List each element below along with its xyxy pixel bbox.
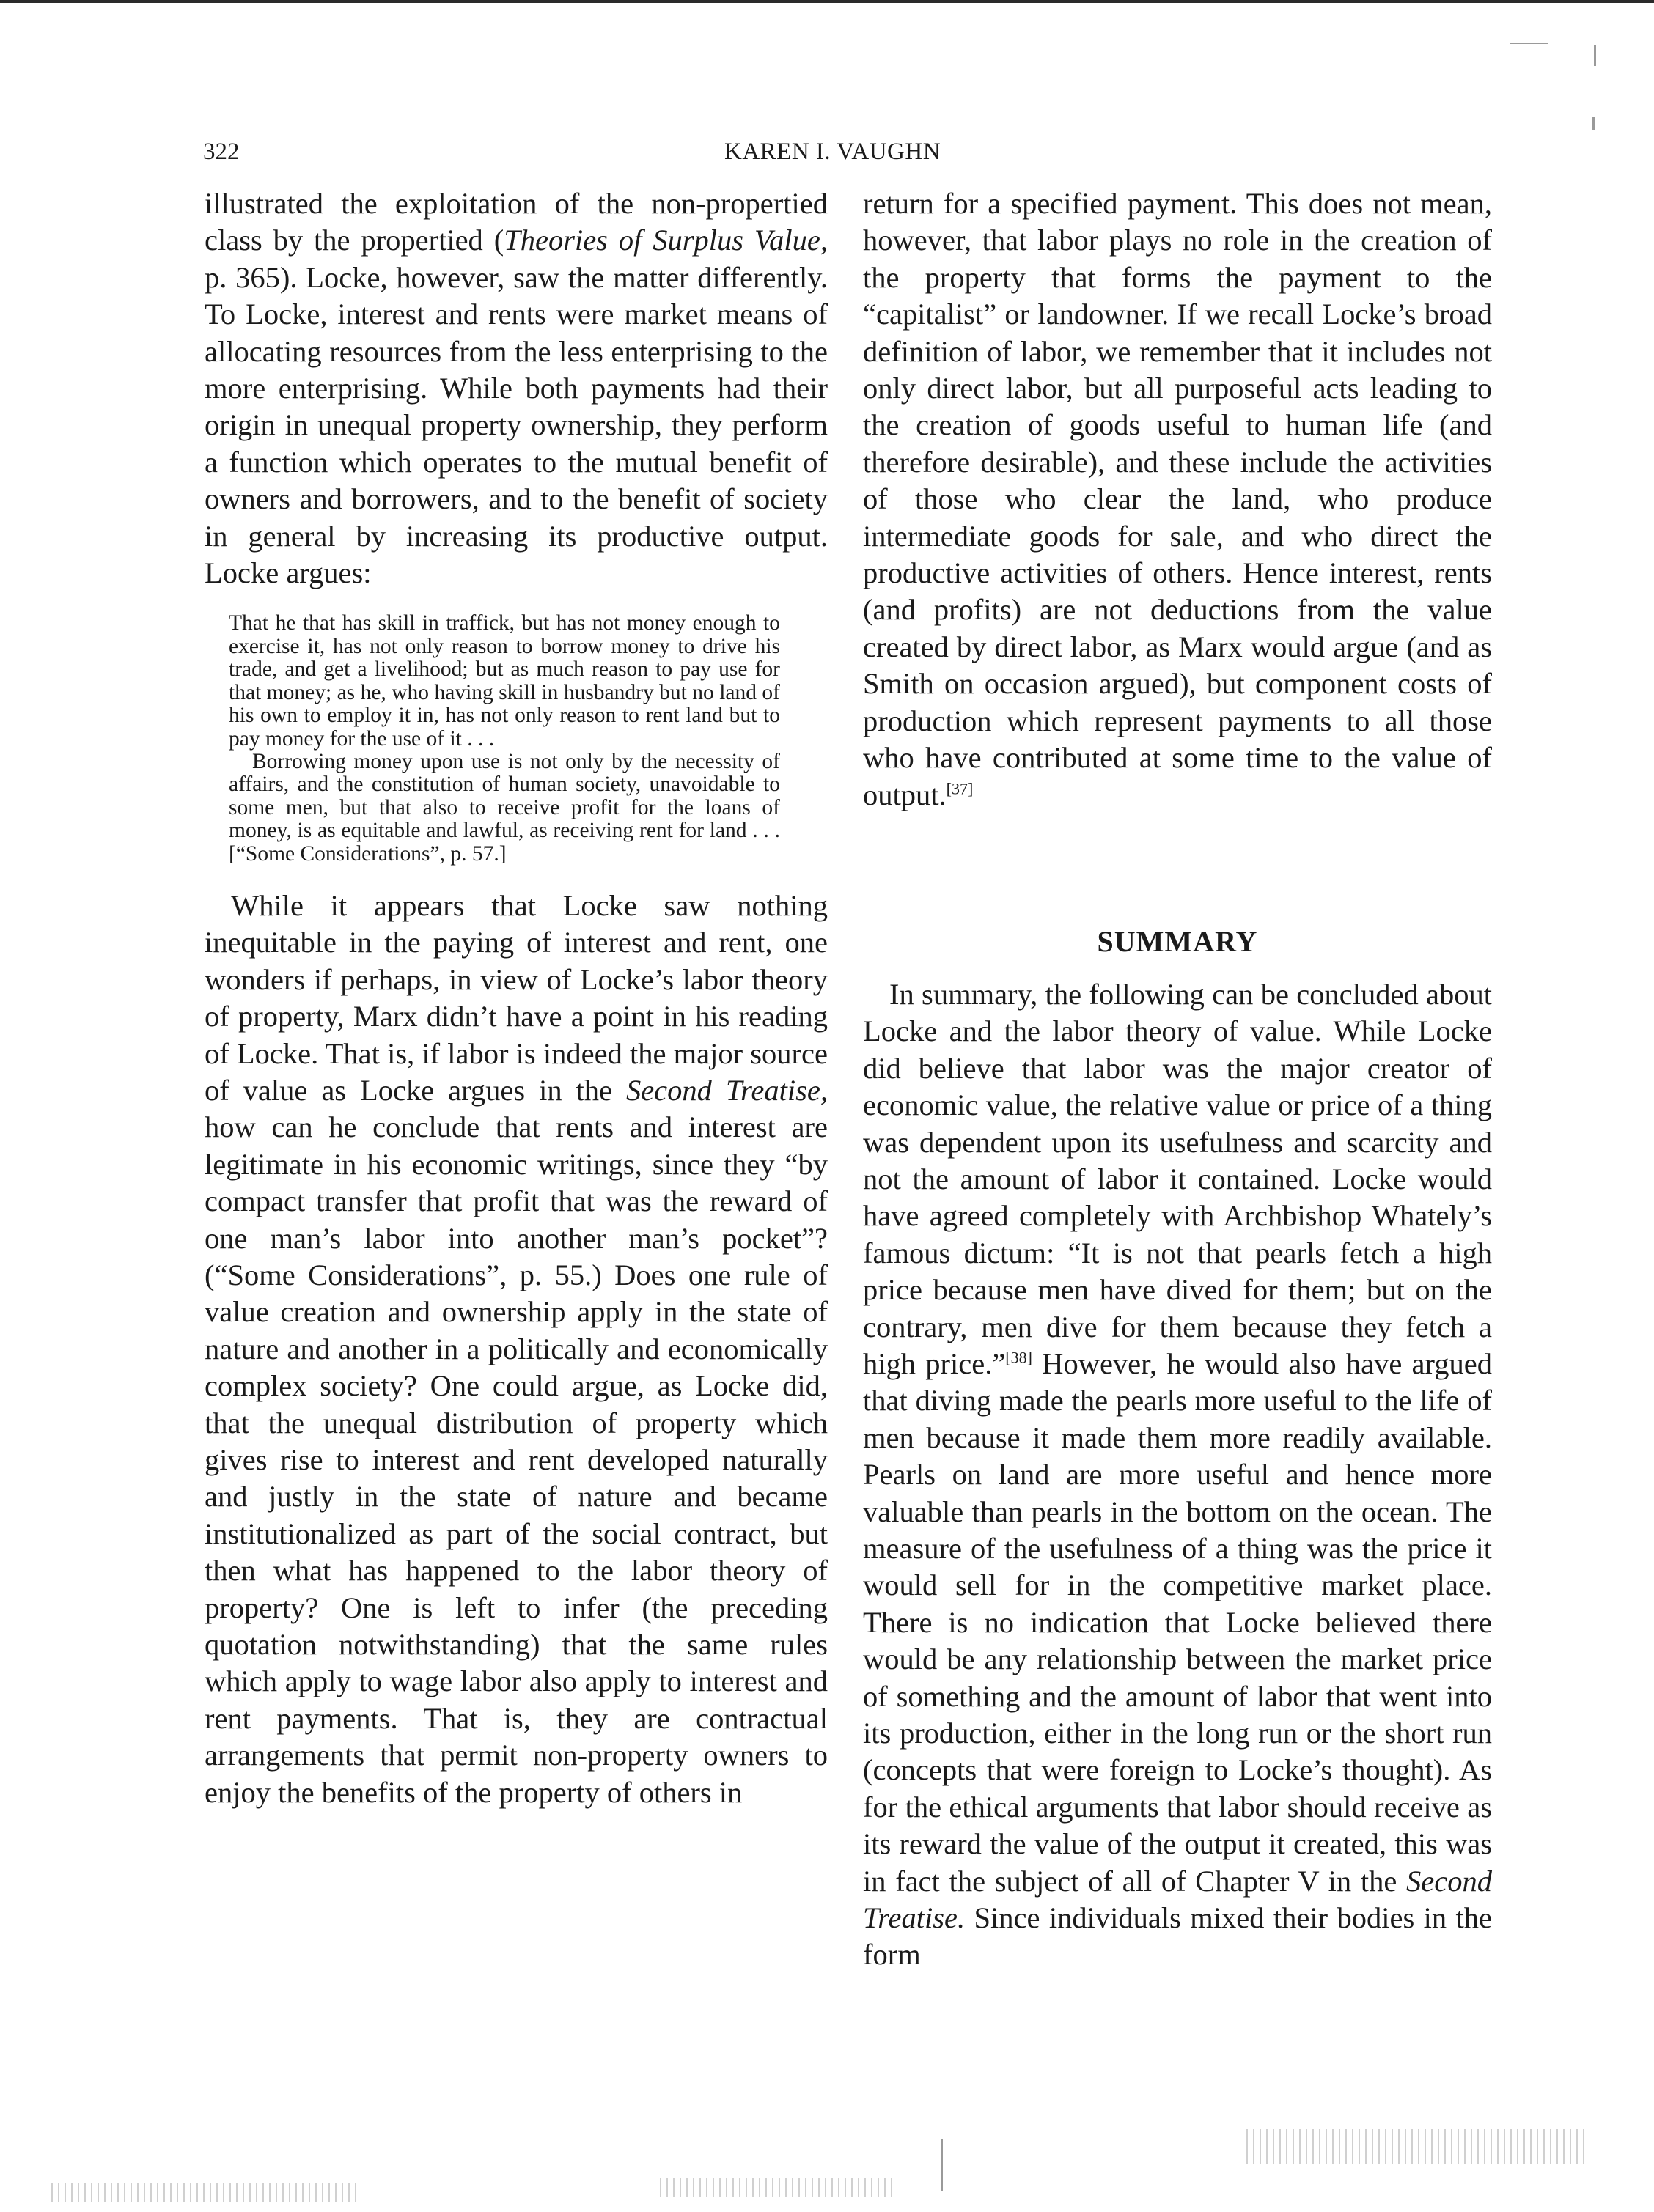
text-run: return for a specified payment. This does not mean, however, that labor plays no role in the creation of the property that forms the payment to the “capitalist” or landowner. If we recall Locke’s broad definition of labor, we remember that it includes not only direct labor, but all purposeful acts leading to the creation of goods useful to human life (and therefore desirable), and these include the activities of those who clear the land, who produce intermediate goods for sale, and who direct the productive activities of others. Hence interest, rents (and profits) are not deductions from the value created by direct labor, as Marx would argue (and as Smith on occasion argued), but component costs of production which represent payments to all those who have contributed at some time to the value of output. (863, 187, 1492, 811)
text-run: However, he would also have argued that diving made the pearls more useful to the life of men because it made them more readily available. Pearls on land are more useful and hence more valuable than pearls in the bottom on the ocean. The measure of the usefulness of a thing was the price it would sell for in the competitive market place. There is no indication that Locke believed there would be any relationship between the market price of something and the amount of labor that went into its production, either in the long run or the short run (concepts that were foreign to Locke’s thought). As for the ethical arguments that labor should receive as its reward the value of the output it created, this was in fact the subject of all of Chapter V in the (863, 1346, 1493, 1898)
text-run: p. 365). Locke, however, saw the matter differently. To Locke, interest and rents were market means of allocating resources from the less enterprising to the more enterprising. While both payments had their origin in unequal property ownership, they perform a function which operates to the mutual benefit of owners and borrowers, and to the benefit of society in general by increasing its productive output. Locke argues: (205, 260, 828, 590)
text-run: how can he conclude that rents and interest are legitimate in his economic writings, since they “by compact transfer that profit that was the reward of one man’s labor into another man’s pocket”? (“Some Considerations”, p. 55.) Does one rule of value creation and ownership apply in the state of nature and another in a politically and economically complex society? One could argue, as Locke did, that the unequal distribution of property which gives rise to interest and rent developed naturally and justly in the state of nature and became institutionalized as part of the social contract, but then what has happened to the labor theory of property? One is left to infer (the preceding quotation notwithstanding) that the same rules which apply to wage labor also apply to interest and rent payments. That is, they are contractual arrangements that permit non-property owners to enjoy the benefits of the property of others in (205, 1110, 828, 1809)
page-header (0, 133, 1654, 170)
left-column (205, 185, 828, 1811)
text-run: While it appears that Locke saw nothing inequitable in the paying of interest and rent, one wonders if perhaps, in view of Locke’s labor theory of property, Marx didn’t have a point in his reading of Locke. That is, if labor is indeed the major source of value as Locke argues in the (205, 888, 828, 1107)
body-paragraph (863, 976, 1492, 1974)
scan-artifact-dust (660, 2178, 894, 2197)
text-run: In summary, the following can be concluded about Locke and the labor theory of value. While Locke did believe that labor was the major creator of economic value, the relative value or price of a thing was dependent upon its usefulness and scarcity and not the amount of labor it contained. Locke would have agreed completely with Archbishop Whately’s famous dictum: “It is not that pearls fetch a high price because men have dived for them; but on the contrary, men dive for them because they fetch a high price.” (863, 977, 1492, 1380)
block-quotation (229, 612, 780, 865)
scan-artifact-mark (1510, 43, 1548, 44)
scan-artifact-dust (1246, 2129, 1584, 2164)
work-title: Second Treatise, (625, 1073, 828, 1107)
running-head-author: KAREN I. VAUGHN (724, 139, 941, 165)
quotation-paragraph: Borrowing money upon use is not only by the necessity of affairs, and the constitution of human society, unavoidable to some men, but that also to receive profit for the loans of money, is as equitable and lawful, as receiving rent for land . . . [“Some Considerations”, p. 57.] (229, 749, 780, 866)
footnote-marker: [37] (946, 779, 974, 797)
footnote-marker: [38] (1005, 1348, 1032, 1367)
section-heading-summary: SUMMARY (1097, 924, 1258, 958)
work-title: Theories of Surplus Value, (504, 224, 828, 257)
scan-artifact-mark (941, 2139, 943, 2191)
text-run: Since individuals mixed their bodies in the form (863, 1901, 1492, 1972)
right-column (863, 185, 1492, 1974)
page-number: 322 (203, 139, 240, 165)
scan-artifact-mark (1594, 45, 1596, 66)
top-border-rule (0, 0, 1654, 3)
body-paragraph (205, 185, 828, 591)
quotation-paragraph: That he that has skill in traffick, but has not money enough to exercise it, has not only reason to borrow money to drive his trade, and get a livelihood; but as much reason to pay use for that money; as he, who having skill in husbandry but no land of his own to employ it in, has not only reason to rent land but to pay money for the use of it . . . (229, 611, 780, 751)
scan-artifact-dust (51, 2183, 359, 2202)
scan-artifact-mark (1592, 117, 1595, 130)
body-paragraph (205, 888, 828, 1811)
text-run: illustrated the exploitation of the non-propertied class by the propertied ( (205, 187, 828, 257)
work-title: Second Treatise. (863, 1864, 1492, 1935)
body-paragraph (863, 185, 1492, 814)
